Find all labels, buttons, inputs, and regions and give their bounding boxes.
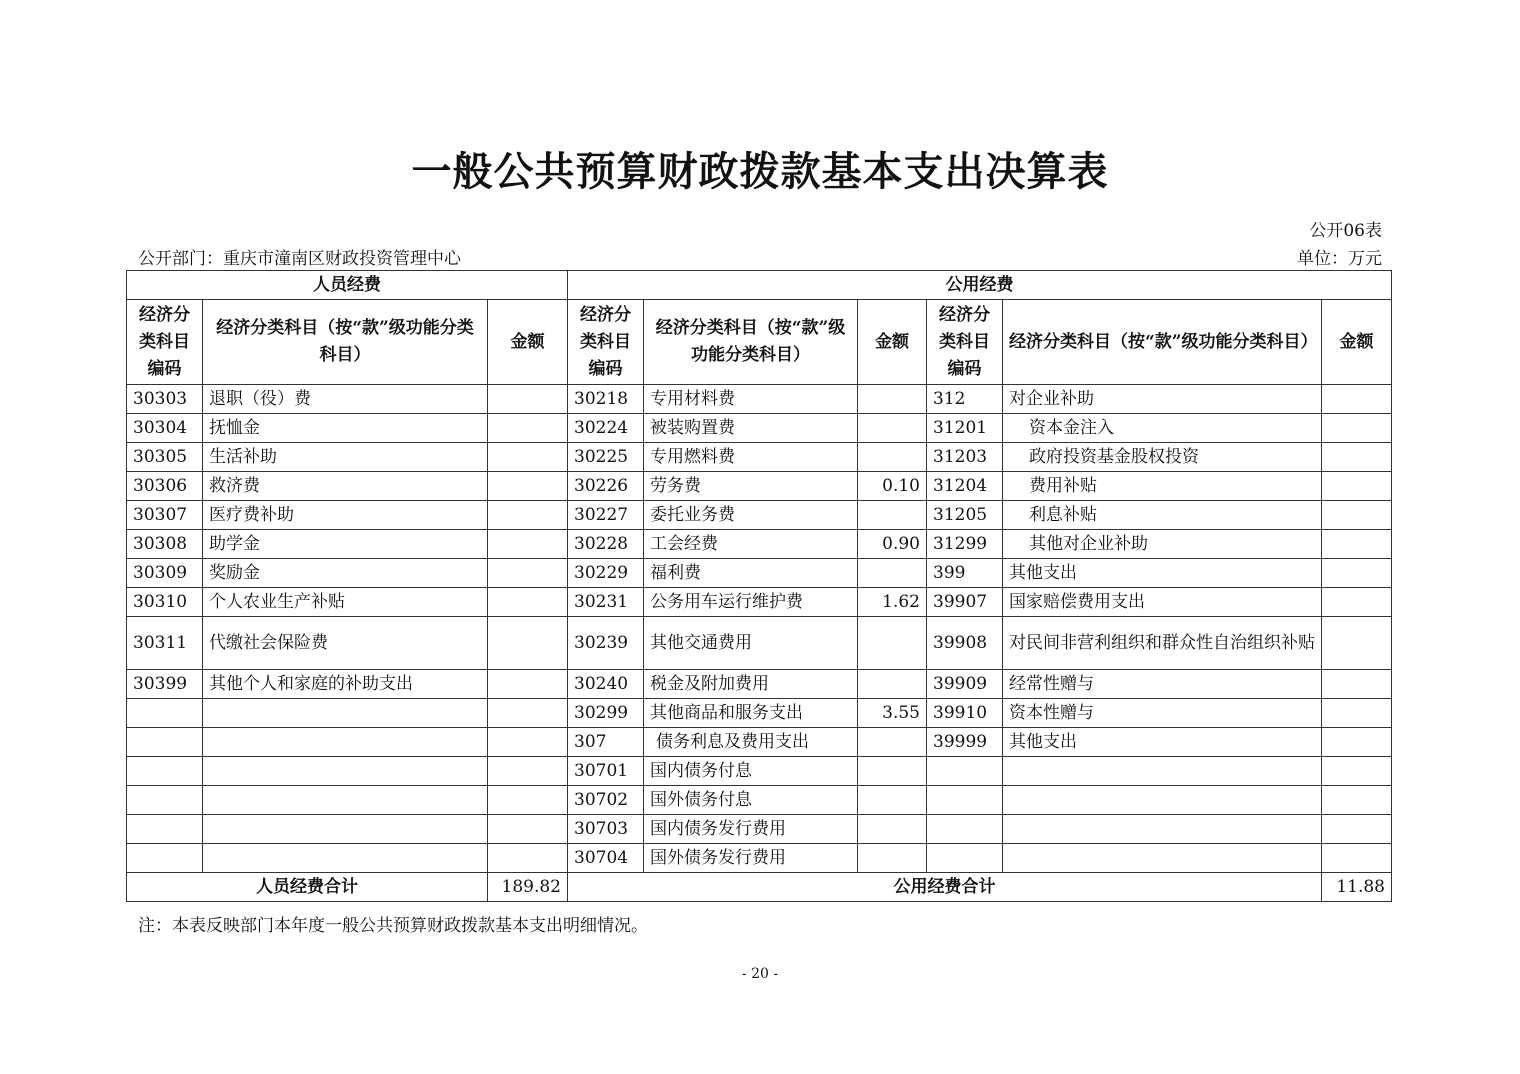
code-cell: 31204 (927, 472, 1003, 501)
public-total-label: 公用经费合计 (568, 873, 1322, 902)
table-row (127, 530, 1392, 559)
table-row (127, 385, 1392, 414)
code-cell: 30228 (568, 530, 644, 559)
amount-cell (488, 385, 568, 414)
name-cell (1003, 815, 1322, 844)
code-cell: 30304 (127, 414, 203, 443)
amount-cell (1322, 472, 1392, 501)
name-cell: 其他支出 (1003, 728, 1322, 757)
amount-cell (858, 728, 927, 757)
amount-cell (1322, 670, 1392, 699)
name-header: 经济分类科目（按“款”级功能分类科目） (644, 300, 858, 385)
name-cell: 费用补贴 (1003, 472, 1322, 501)
code-cell: 30226 (568, 472, 644, 501)
code-cell: 30231 (568, 588, 644, 617)
name-cell (1003, 786, 1322, 815)
table-row (127, 617, 1392, 670)
code-cell: 31205 (927, 501, 1003, 530)
code-cell: 39909 (927, 670, 1003, 699)
code-cell: 30229 (568, 559, 644, 588)
name-cell: 生活补助 (203, 443, 488, 472)
amount-cell (1322, 786, 1392, 815)
amount-cell (858, 501, 927, 530)
public-header: 公用经费 (568, 271, 1392, 300)
amount-cell: 0.90 (858, 530, 927, 559)
name-cell: 资本金注入 (1003, 414, 1322, 443)
name-cell (203, 699, 488, 728)
form-number: 公开06表 (1309, 221, 1382, 241)
public-total-value: 11.88 (1322, 873, 1392, 902)
amount-cell (1322, 559, 1392, 588)
amount-cell (858, 414, 927, 443)
name-header: 经济分类科目（按“款”级功能分类科目） (203, 300, 488, 385)
amount-cell (858, 786, 927, 815)
name-cell: 利息补贴 (1003, 501, 1322, 530)
code-cell: 30703 (568, 815, 644, 844)
amount-cell: 1.62 (858, 588, 927, 617)
code-cell (927, 757, 1003, 786)
name-cell: 福利费 (644, 559, 858, 588)
name-cell: 公务用车运行维护费 (644, 588, 858, 617)
name-cell: 国家赔偿费用支出 (1003, 588, 1322, 617)
code-cell: 30310 (127, 588, 203, 617)
amount-cell (488, 559, 568, 588)
name-cell: 委托业务费 (644, 501, 858, 530)
code-cell: 39908 (927, 617, 1003, 670)
code-cell (927, 815, 1003, 844)
amount-cell (1322, 699, 1392, 728)
code-cell: 30311 (127, 617, 203, 670)
code-cell: 30225 (568, 443, 644, 472)
name-cell: 代缴社会保险费 (203, 617, 488, 670)
amount-cell (858, 757, 927, 786)
name-cell: 其他个人和家庭的补助支出 (203, 670, 488, 699)
name-cell (203, 728, 488, 757)
code-cell: 312 (927, 385, 1003, 414)
name-cell: 其他支出 (1003, 559, 1322, 588)
name-cell (1003, 844, 1322, 873)
code-cell: 30239 (568, 617, 644, 670)
amount-cell (858, 617, 927, 670)
name-header: 经济分类科目（按“款”级功能分类科目） (1003, 300, 1322, 385)
code-cell: 39907 (927, 588, 1003, 617)
amount-cell (858, 844, 927, 873)
name-cell: 专用材料费 (644, 385, 858, 414)
code-cell: 39999 (927, 728, 1003, 757)
amount-header: 金额 (488, 300, 568, 385)
name-cell (203, 844, 488, 873)
code-cell (127, 844, 203, 873)
name-cell (203, 815, 488, 844)
table-row (127, 670, 1392, 699)
code-header: 经济分类科目编码 (568, 300, 644, 385)
code-cell: 30307 (127, 501, 203, 530)
name-cell: 对民间非营利组织和群众性自治组织补贴 (1003, 617, 1322, 670)
amount-cell (488, 501, 568, 530)
name-cell: 其他交通费用 (644, 617, 858, 670)
table-row (127, 728, 1392, 757)
amount-cell (488, 815, 568, 844)
code-cell: 30218 (568, 385, 644, 414)
amount-cell (1322, 757, 1392, 786)
code-cell: 30399 (127, 670, 203, 699)
name-cell: 债务利息及费用支出 (644, 728, 858, 757)
name-cell: 对企业补助 (1003, 385, 1322, 414)
amount-header: 金额 (858, 300, 927, 385)
amount-cell (488, 588, 568, 617)
amount-cell (488, 617, 568, 670)
table-row (127, 443, 1392, 472)
personnel-total-label: 人员经费合计 (127, 873, 488, 902)
amount-cell (858, 559, 927, 588)
code-cell: 30701 (568, 757, 644, 786)
amount-cell (488, 844, 568, 873)
amount-cell (488, 472, 568, 501)
name-cell: 其他商品和服务支出 (644, 699, 858, 728)
name-cell: 被装购置费 (644, 414, 858, 443)
code-cell: 30303 (127, 385, 203, 414)
amount-cell (858, 443, 927, 472)
table-row (127, 844, 1392, 873)
code-cell (127, 815, 203, 844)
amount-cell (488, 414, 568, 443)
table-row (127, 501, 1392, 530)
page-number: - 20 - (741, 966, 779, 982)
code-cell: 31201 (927, 414, 1003, 443)
name-cell: 资本性赠与 (1003, 699, 1322, 728)
table-row (127, 815, 1392, 844)
amount-cell (488, 443, 568, 472)
name-cell: 劳务费 (644, 472, 858, 501)
code-cell: 30299 (568, 699, 644, 728)
name-cell: 其他对企业补助 (1003, 530, 1322, 559)
unit-label: 单位：万元 (1297, 249, 1382, 269)
name-cell: 奖励金 (203, 559, 488, 588)
table-row (127, 414, 1392, 443)
code-cell: 399 (927, 559, 1003, 588)
amount-cell (858, 670, 927, 699)
code-cell: 30704 (568, 844, 644, 873)
amount-cell (1322, 414, 1392, 443)
code-cell (127, 699, 203, 728)
amount-cell (488, 670, 568, 699)
name-cell: 国内债务付息 (644, 757, 858, 786)
amount-cell (1322, 501, 1392, 530)
expenditure-table (126, 270, 1392, 902)
amount-header: 金额 (1322, 300, 1392, 385)
code-header: 经济分类科目编码 (927, 300, 1003, 385)
code-cell (127, 728, 203, 757)
code-cell: 30305 (127, 443, 203, 472)
table-row (127, 559, 1392, 588)
amount-cell (488, 757, 568, 786)
page-title: 一般公共预算财政拨款基本支出决算表 (411, 148, 1109, 195)
code-cell: 30306 (127, 472, 203, 501)
table-row (127, 588, 1392, 617)
name-cell: 专用燃料费 (644, 443, 858, 472)
amount-cell (1322, 844, 1392, 873)
amount-cell (488, 699, 568, 728)
code-cell: 30309 (127, 559, 203, 588)
amount-cell (1322, 728, 1392, 757)
table-row (127, 699, 1392, 728)
code-cell: 30308 (127, 530, 203, 559)
amount-cell (1322, 617, 1392, 670)
name-cell (203, 786, 488, 815)
name-cell: 政府投资基金股权投资 (1003, 443, 1322, 472)
code-cell: 307 (568, 728, 644, 757)
amount-cell: 0.10 (858, 472, 927, 501)
name-cell: 助学金 (203, 530, 488, 559)
code-cell (127, 786, 203, 815)
name-cell: 救济费 (203, 472, 488, 501)
code-cell: 31203 (927, 443, 1003, 472)
personnel-total-value: 189.82 (488, 873, 568, 902)
code-cell: 30224 (568, 414, 644, 443)
amount-cell (488, 786, 568, 815)
name-cell: 个人农业生产补贴 (203, 588, 488, 617)
code-cell: 30240 (568, 670, 644, 699)
name-cell: 税金及附加费用 (644, 670, 858, 699)
amount-cell (1322, 530, 1392, 559)
amount-cell (1322, 815, 1392, 844)
name-cell: 国内债务发行费用 (644, 815, 858, 844)
name-cell (203, 757, 488, 786)
amount-cell (1322, 385, 1392, 414)
amount-cell (488, 530, 568, 559)
personnel-header: 人员经费 (127, 271, 568, 300)
name-cell: 工会经费 (644, 530, 858, 559)
code-cell (927, 844, 1003, 873)
code-cell: 30702 (568, 786, 644, 815)
amount-cell (1322, 443, 1392, 472)
footnote: 注：本表反映部门本年度一般公共预算财政拨款基本支出明细情况。 (138, 916, 648, 936)
name-cell: 国外债务发行费用 (644, 844, 858, 873)
name-cell: 退职（役）费 (203, 385, 488, 414)
name-cell: 国外债务付息 (644, 786, 858, 815)
name-cell: 经常性赠与 (1003, 670, 1322, 699)
table-row (127, 757, 1392, 786)
department-label: 公开部门：重庆市潼南区财政投资管理中心 (138, 249, 461, 269)
name-cell: 抚恤金 (203, 414, 488, 443)
name-cell (1003, 757, 1322, 786)
code-cell (127, 757, 203, 786)
table-row (127, 472, 1392, 501)
amount-cell (1322, 588, 1392, 617)
name-cell: 医疗费补助 (203, 501, 488, 530)
code-header: 经济分类科目编码 (127, 300, 203, 385)
amount-cell (488, 728, 568, 757)
amount-cell: 3.55 (858, 699, 927, 728)
amount-cell (858, 385, 927, 414)
code-cell: 31299 (927, 530, 1003, 559)
code-cell (927, 786, 1003, 815)
code-cell: 39910 (927, 699, 1003, 728)
code-cell: 30227 (568, 501, 644, 530)
amount-cell (858, 815, 927, 844)
table-row (127, 786, 1392, 815)
